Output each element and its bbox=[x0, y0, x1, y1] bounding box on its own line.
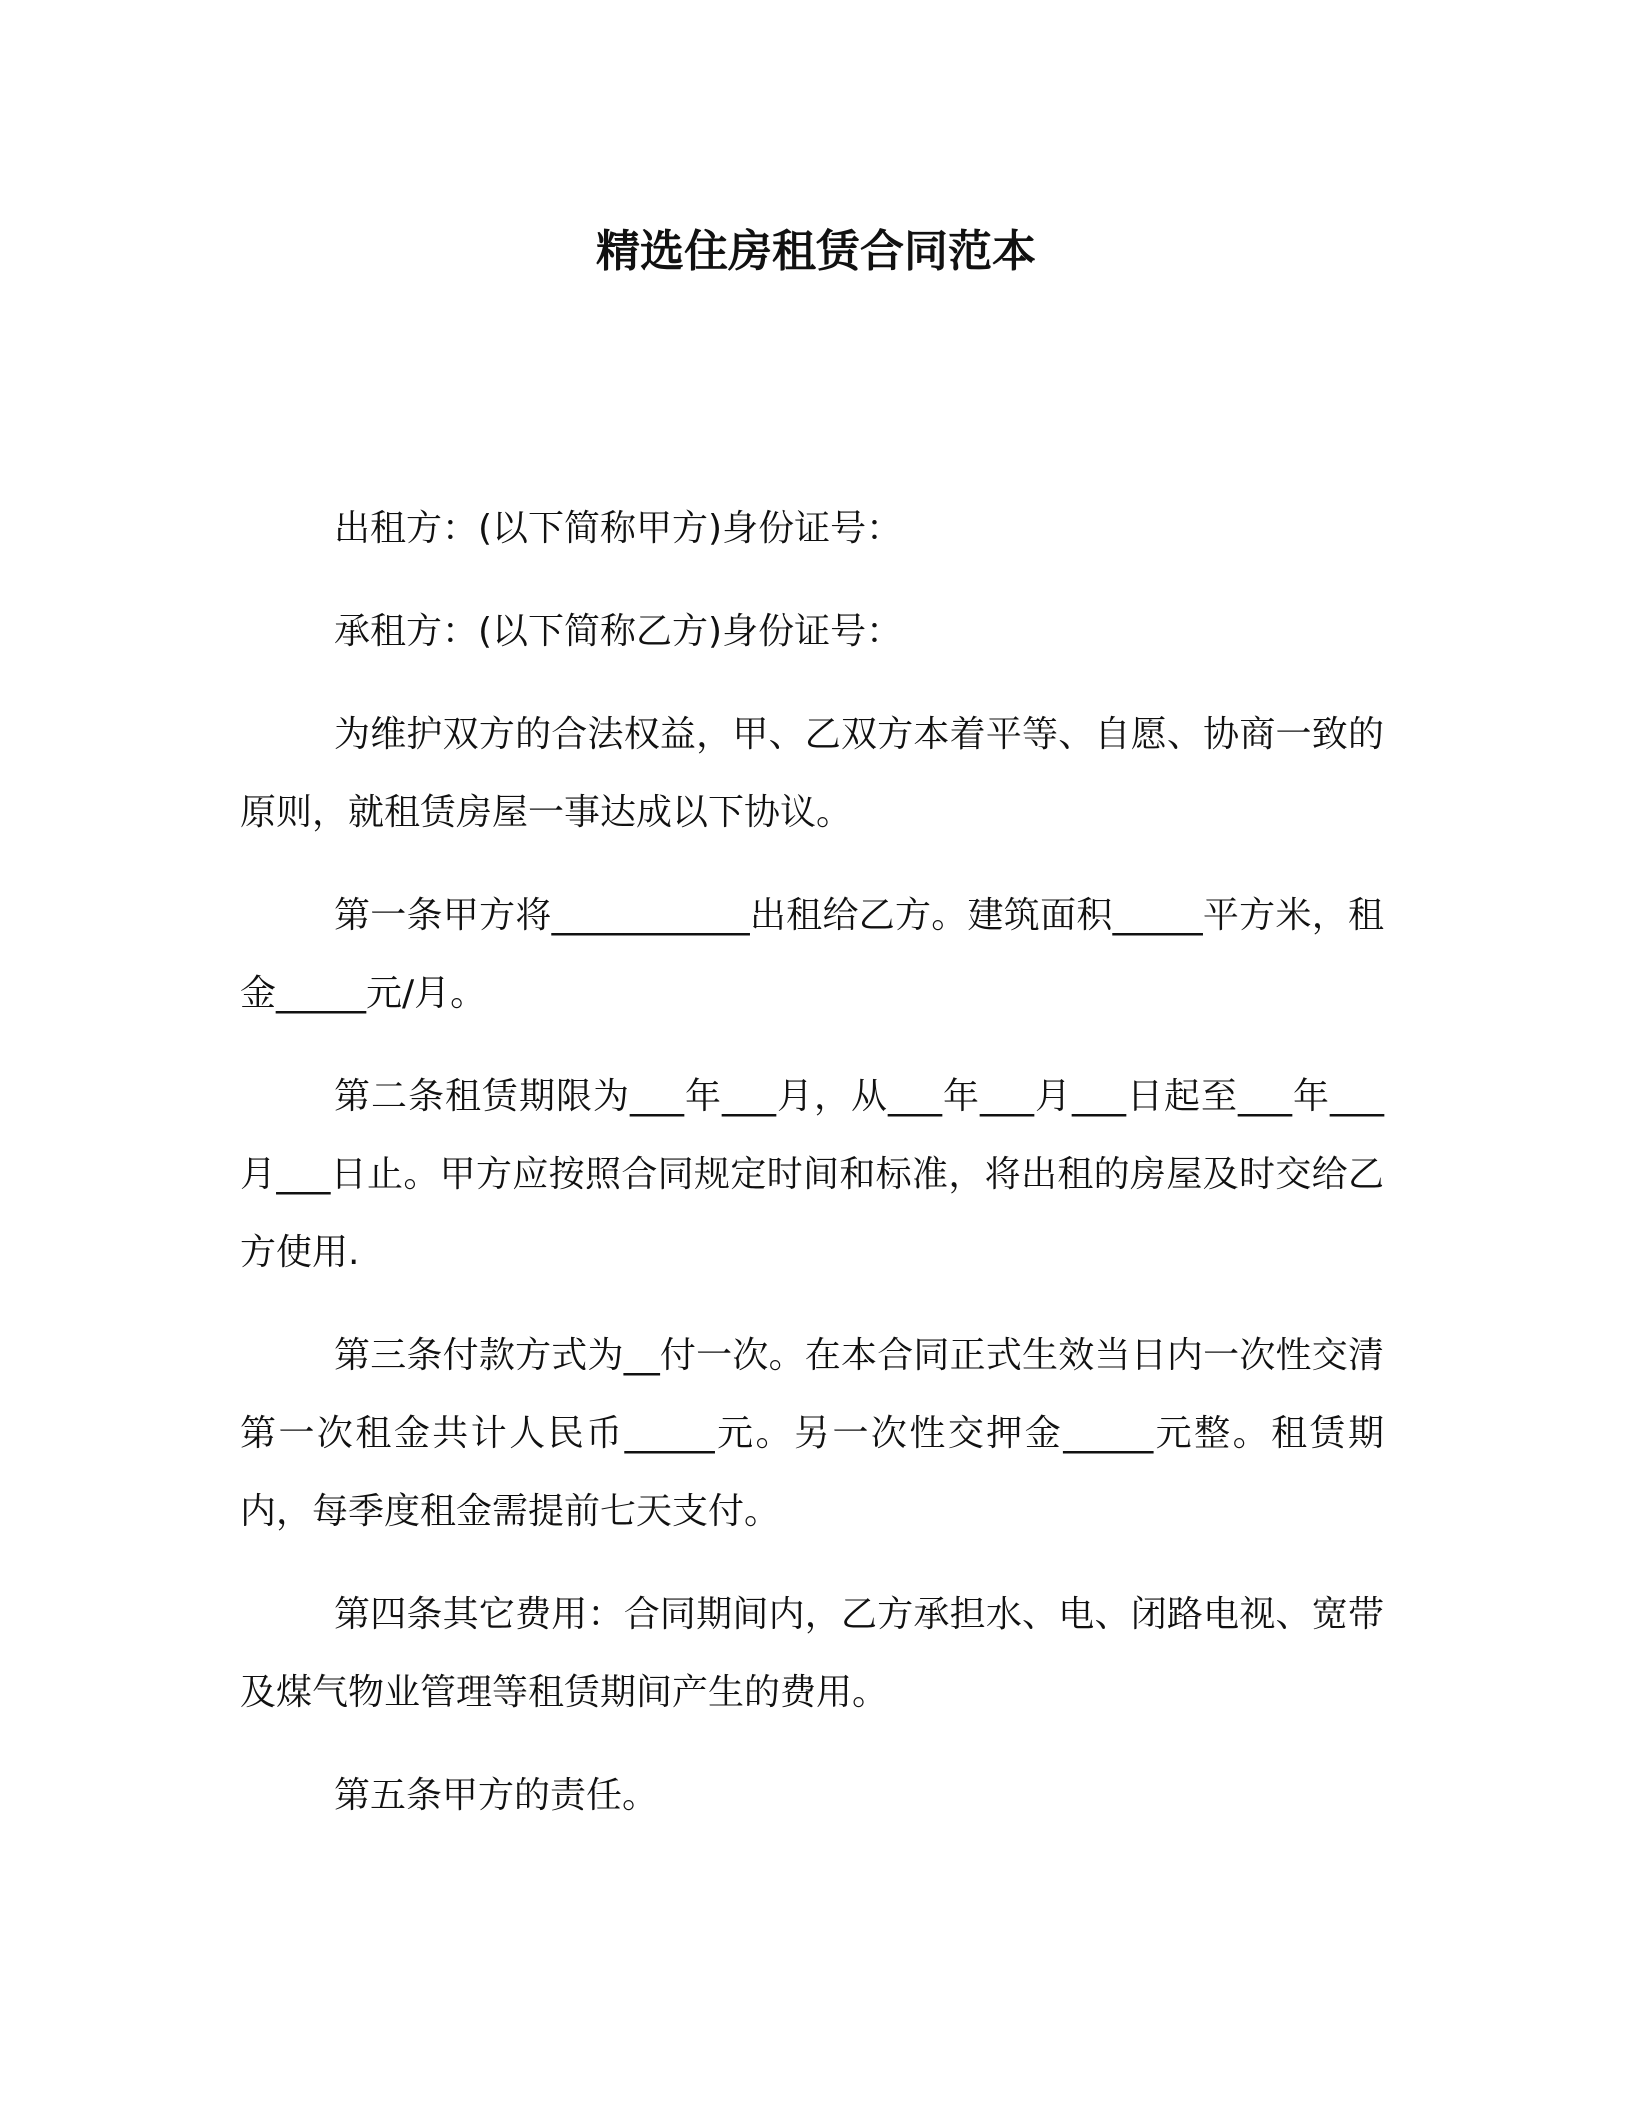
paragraph-preamble: 为维护双方的合法权益，甲、乙双方本着平等、自愿、协商一致的原则，就租赁房屋一事达成以下协议。 bbox=[240, 714, 1384, 833]
paragraph-article-3: 第三条付款方式为__付一次。在本合同正式生效当日内一次性交清第一次租金共计人民币_____元。另一次性交押金_____元整。租赁期内，每季度租金需提前七天支付。 bbox=[240, 1335, 1384, 1532]
document-body bbox=[240, 490, 1384, 1860]
paragraph-article-5: 第五条甲方的责任。 bbox=[334, 1775, 659, 1816]
paragraph-article-1: 第一条甲方将___________出租给乙方。建筑面积_____平方米，租金_____元/月。 bbox=[240, 895, 1384, 1014]
paragraph-article-2: 第二条租赁期限为___年___月，从___年___月___日起至___年___月___日止。甲方应按照合同规定时间和标准，将出租的房屋及时交给乙方使用. bbox=[240, 1076, 1384, 1273]
paragraph-lessee: 承租方：(以下简称乙方)身份证号： bbox=[334, 611, 903, 652]
paragraph-article-4: 第四条其它费用：合同期间内，乙方承担水、电、闭路电视、宽带及煤气物业管理等租赁期间产生的费用。 bbox=[240, 1594, 1384, 1713]
document-title: 精选住房租赁合同范本 bbox=[596, 226, 1036, 277]
paragraph-lessor: 出租方：(以下简称甲方)身份证号： bbox=[334, 508, 903, 549]
